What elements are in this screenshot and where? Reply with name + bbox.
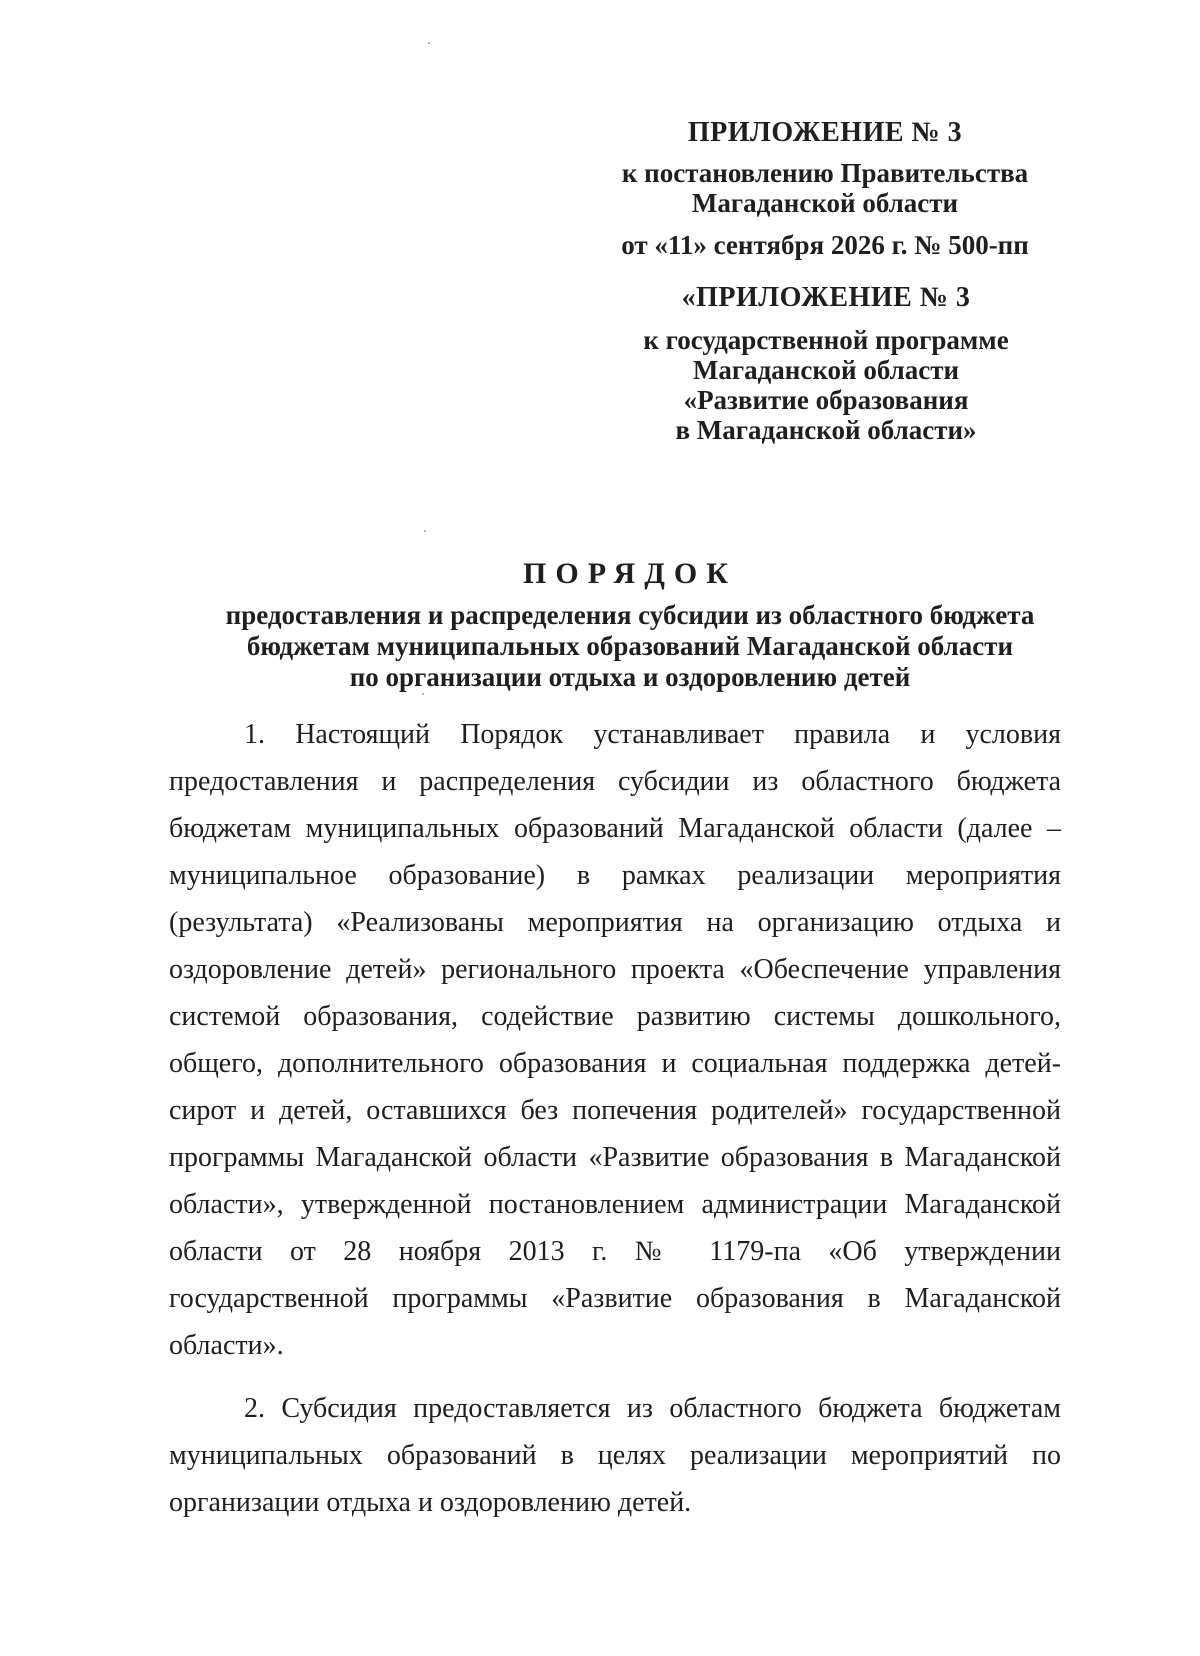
program-appendix-line: к государственной программе: [643, 325, 1009, 355]
resolution-appendix-line: к постановлению Правительства: [621, 158, 1029, 188]
resolution-appendix-title: ПРИЛОЖЕНИЕ № 3: [687, 117, 963, 148]
program-appendix-line: в Магаданской области»: [675, 415, 977, 445]
resolution-date: от «11» сентября 2026 г. № 500-пп: [621, 230, 1029, 260]
resolution-appendix-block: [600, 118, 1050, 260]
scan-speck: [424, 530, 426, 532]
order-title: ПОРЯДОК: [523, 557, 737, 590]
scan-speck: [422, 693, 424, 695]
program-appendix-line: Магаданской области: [692, 355, 960, 385]
document-body: [169, 711, 1061, 1526]
order-subtitle-line: предоставления и распределения субсидии из областного бюджета: [225, 600, 1035, 630]
order-heading: [190, 556, 1070, 693]
resolution-appendix-line: Магаданской области: [691, 188, 959, 218]
scan-speck: [428, 42, 430, 44]
order-subtitle-line: по организации отдыха и оздоровлению детей: [349, 662, 911, 692]
paragraph-2: 2. Субсидия предоставляется из областного бюджета бюджетам муниципальных образований в целях реализации мероприятий по организации отдыха и оздоровлению детей.: [169, 1393, 1061, 1518]
program-appendix-title: «ПРИЛОЖЕНИЕ № 3: [681, 282, 971, 313]
program-appendix-block: [596, 283, 1056, 445]
paragraph-1: 1. Настоящий Порядок устанавливает правила и условия предоставления и распределения субсидии из областного бюджета бюджетам муниципальных образований Магаданской области (далее – муниципальное образование) в рамках реализации мероприятия (результата) «Реализованы мероприятия на организацию отдыха и оздоровление детей» регионального проекта «Обеспечение управления системой образования, содействие развитию системы дошкольного, общего, дополнительного образования и социальная поддержка детей-сирот и детей, оставшихся без попечения родителей» государственной программы Магаданской области «Развитие образования в Магаданской области», утвержденной постановлением администрации Магаданской области от 28 ноября 2013 г. № 1179-па «Об утверждении государственной программы «Развитие образования в Магаданской области».: [169, 719, 1061, 1361]
program-appendix-line: «Развитие образования: [683, 385, 969, 415]
order-subtitle-line: бюджетам муниципальных образований Магаданской области: [246, 631, 1014, 661]
